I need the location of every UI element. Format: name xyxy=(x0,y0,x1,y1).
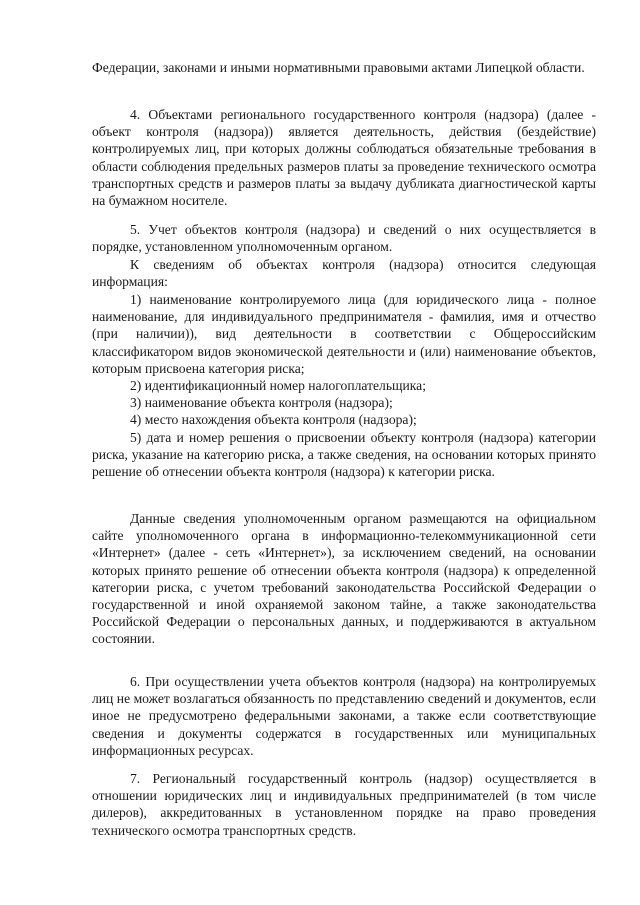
paragraph-item-6: 6. При осуществлении учета объектов контроля (надзора) на контролируемых лиц не может возлагаться обязанность по представлению сведений и документов, если иное не предусмотрено федеральными законами, а также если соответствующие сведения и документы содержатся в государственных или муниципальных информационных ресурсах. xyxy=(92,674,596,758)
paragraph-item-5: 5. Учет объектов контроля (надзора) и сведений о них осуществляется в порядке, установленном уполномоченным органом. xyxy=(92,222,596,255)
list-item-3: 3) наименование объекта контроля (надзора); xyxy=(130,395,393,410)
paragraph-info-intro: К сведениям об объектах контроля (надзора) относится следующая информация: xyxy=(92,257,596,290)
paragraph-item-7: 7. Региональный государственный контроль (надзор) осуществляется в отношении юридических лиц и индивидуальных предпринимателей (в том числе дилеров), аккредитованных в установленном порядке на право проведения технического осмотра транспортных средств. xyxy=(92,771,596,838)
list-item-5: 5) дата и номер решения о присвоении объекту контроля (надзора) категории риска, указание на категорию риска, а также сведения, на основании которых принято решение об отнесении объекта контроля (надзора) к категории риска. xyxy=(92,430,596,480)
list-item-1: 1) наименование контролируемого лица (для юридического лица - полное наименование, для индивидуального предпринимателя - фамилия, имя и отчество (при наличии)), вид деятельности в соответствии с Общероссийским классификатором видов экономической деятельности и (или) наименование объектов, которым присвоена категория риска; xyxy=(92,292,596,376)
paragraph-publication: Данные сведения уполномоченным органом размещаются на официальном сайте уполномоченного органа в информационно-телекоммуникационной сети «Интернет» (далее - сеть «Интернет»), за исключением сведений, на основании которых принято решение об отнесении объекта контроля (надзора) к определенной категории риска, с учетом требований законодательства Российской Федерации о государственной и иной охраняемой законом тайне, а также законодательства Российской Федерации о персональных данных, и поддерживаются в актуальном состоянии. xyxy=(92,511,596,647)
paragraph-continuation: Федерации, законами и иными нормативными правовыми актами Липецкой области. xyxy=(92,60,585,75)
list-item-4: 4) место нахождения объекта контроля (надзора); xyxy=(130,412,417,427)
paragraph-item-4: 4. Объектами регионального государственного контроля (надзора) (далее - объект контроля (надзора)) является деятельность, действия (бездействие) контролируемых лиц, при которых должны соблюдаться обязательные требования в области соблюдения предельных размеров платы за проведение технического осмотра транспортных средств и размеров платы за выдачу дубликата диагностической карты на бумажном носителе. xyxy=(92,107,596,209)
list-item-2: 2) идентификационный номер налогоплательщика; xyxy=(130,378,426,393)
